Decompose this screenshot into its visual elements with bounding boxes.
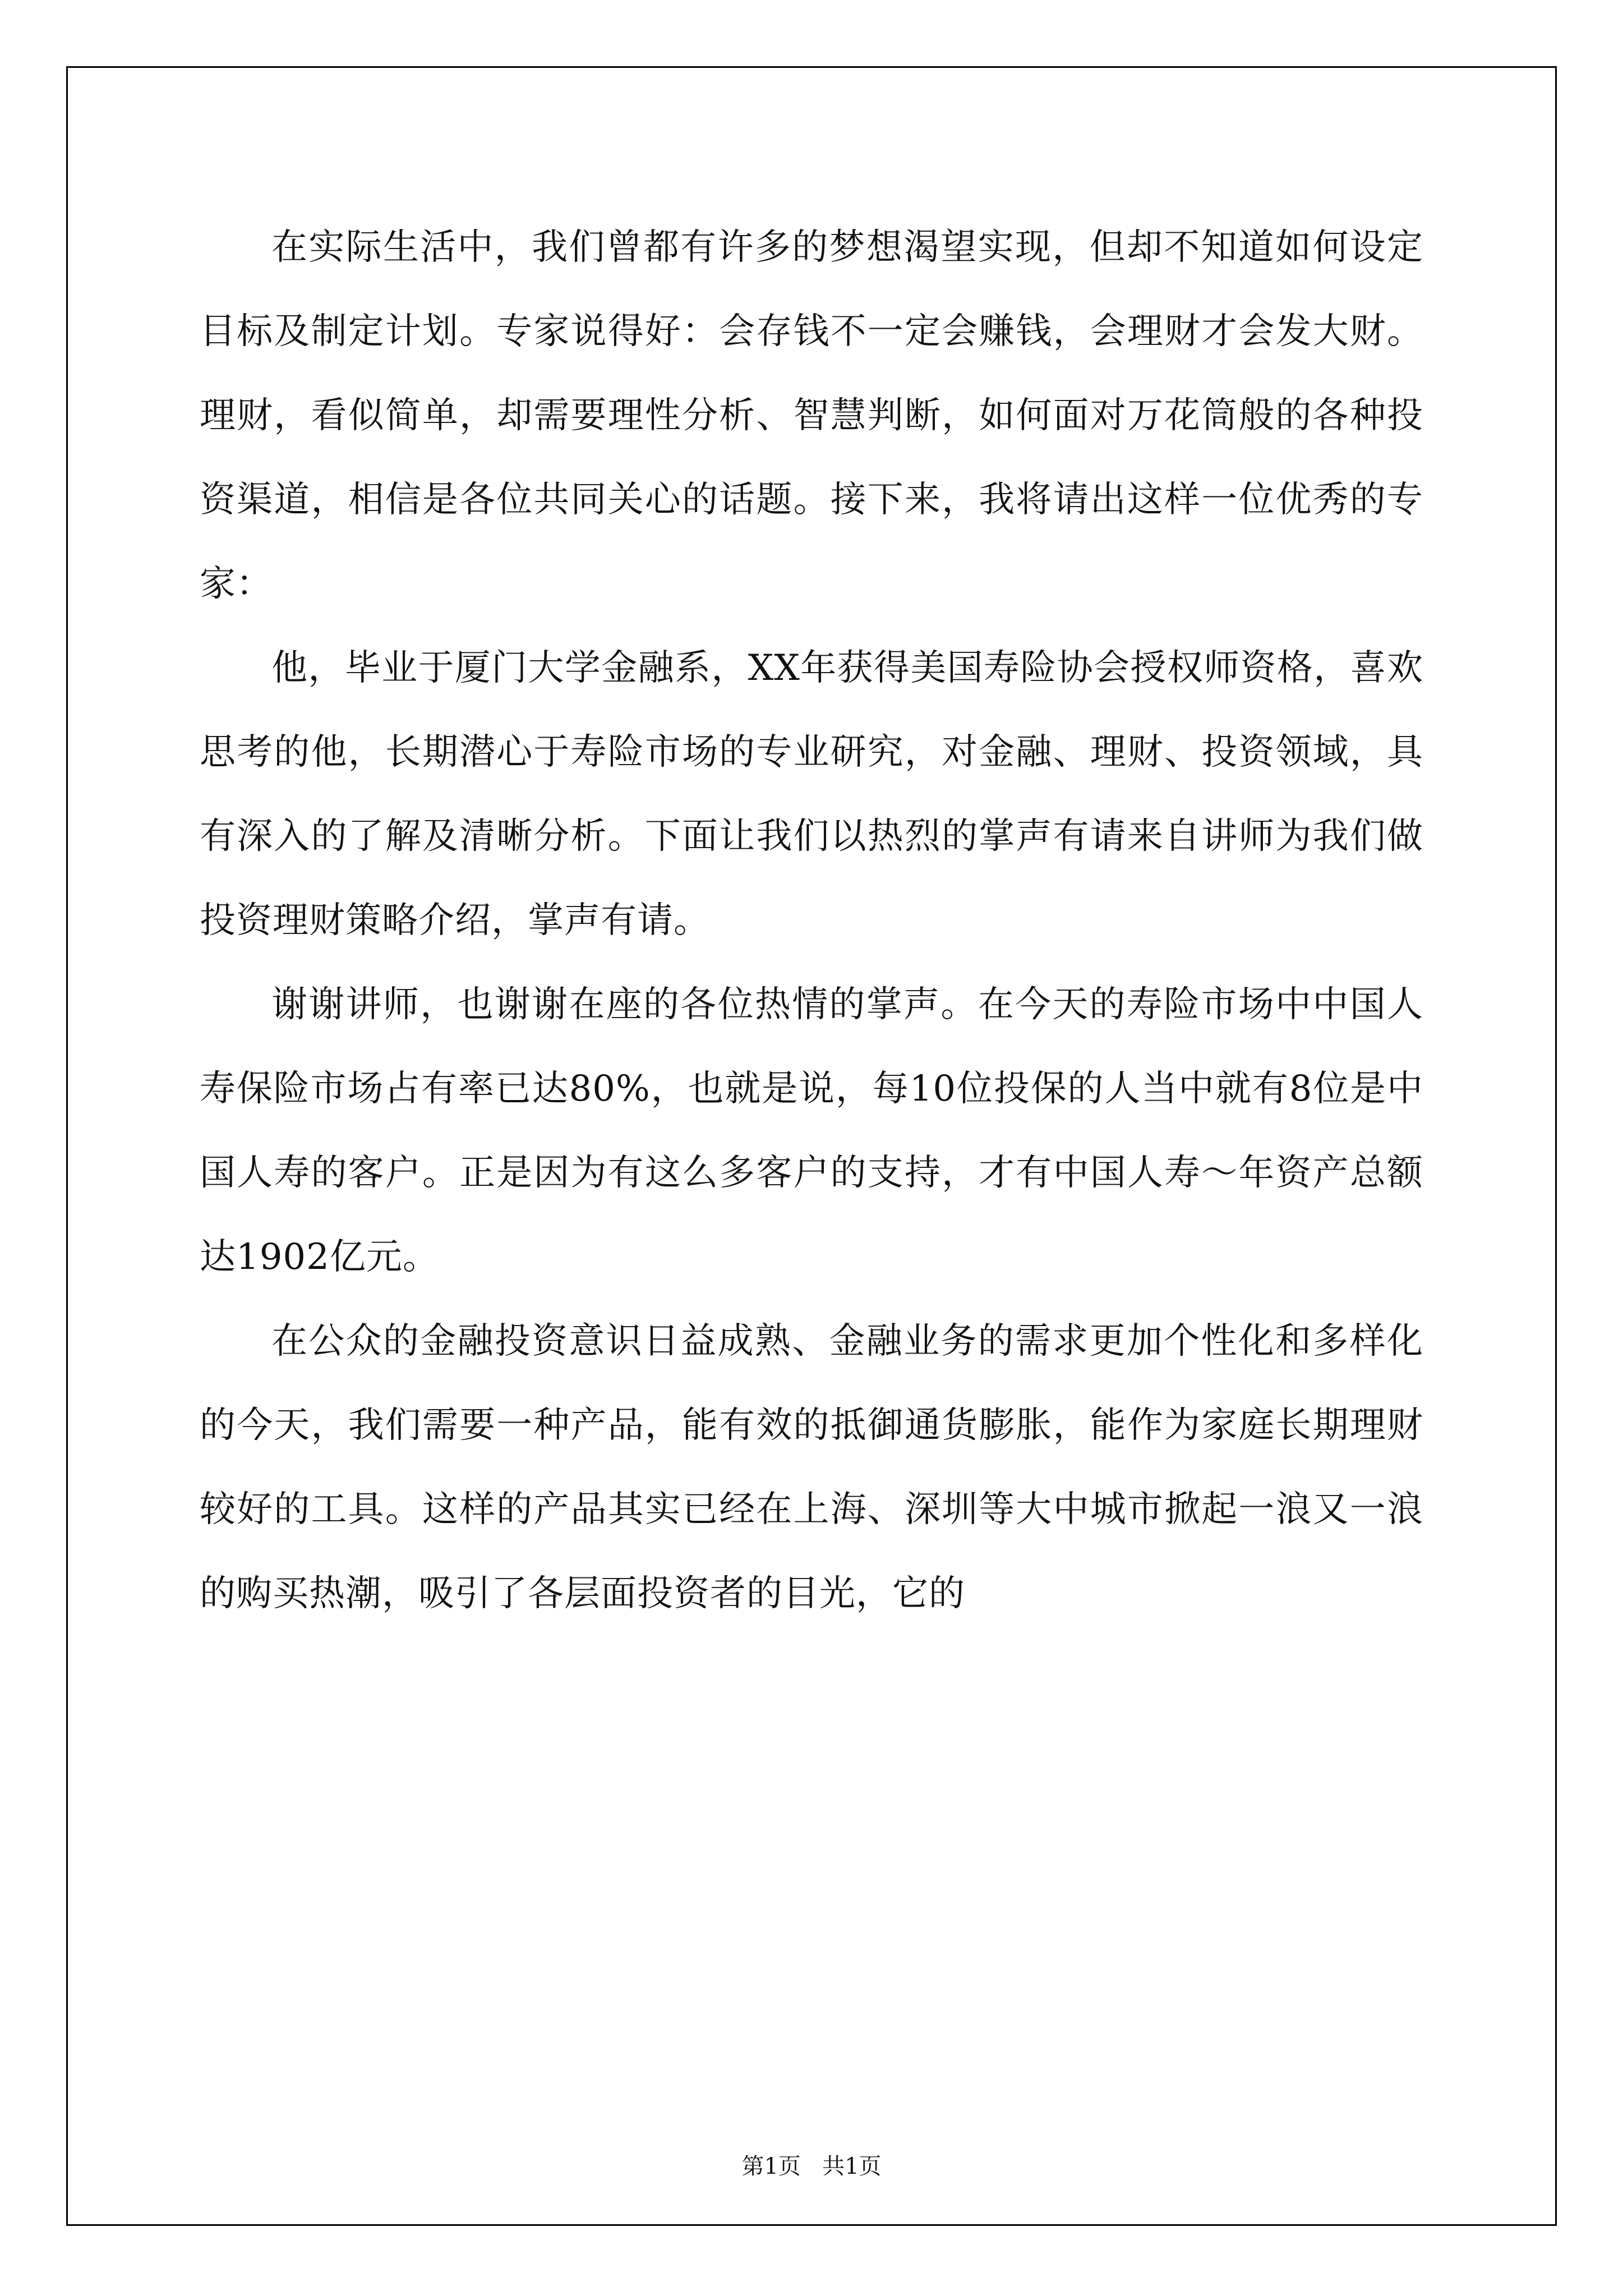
page-footer <box>0 2148 1623 2180</box>
document-body <box>200 205 1423 1636</box>
page-number-total: 共1页 <box>822 2154 882 2179</box>
paragraph-2: 他，毕业于厦门大学金融系，XX年获得美国寿险协会授权师资格，喜欢思考的他，长期潜心于寿险市场的专业研究，对金融、理财、投资领域，具有深入的了解及清晰分析。下面让我们以热烈的掌声有请来自讲师为我们做投资理财策略介绍，掌声有请。 <box>200 647 1423 941</box>
paragraph-4: 在公众的金融投资意识日益成熟、金融业务的需求更加个性化和多样化的今天，我们需要一种产品，能有效的抵御通货膨胀，能作为家庭长期理财较好的工具。这样的产品其实已经在上海、深圳等大中城市掀起一浪又一浪的购买热潮，吸引了各层面投资者的目光，它的 <box>200 1320 1423 1614</box>
page-number-current: 第1页 <box>741 2154 801 2179</box>
paragraph-1: 在实际生活中，我们曾都有许多的梦想渴望实现，但却不知道如何设定目标及制定计划。专家说得好：会存钱不一定会赚钱，会理财才会发大财。理财，看似简单，却需要理性分析、智慧判断，如何面对万花筒般的各种投资渠道，相信是各位共同关心的话题。接下来，我将请出这样一位优秀的专家： <box>200 227 1423 605</box>
paragraph-3: 谢谢讲师，也谢谢在座的各位热情的掌声。在今天的寿险市场中中国人寿保险市场占有率已达80%，也就是说，每10位投保的人当中就有8位是中国人寿的客户。正是因为有这么多客户的支持，才有中国人寿～年资产总额达1902亿元。 <box>200 984 1423 1278</box>
